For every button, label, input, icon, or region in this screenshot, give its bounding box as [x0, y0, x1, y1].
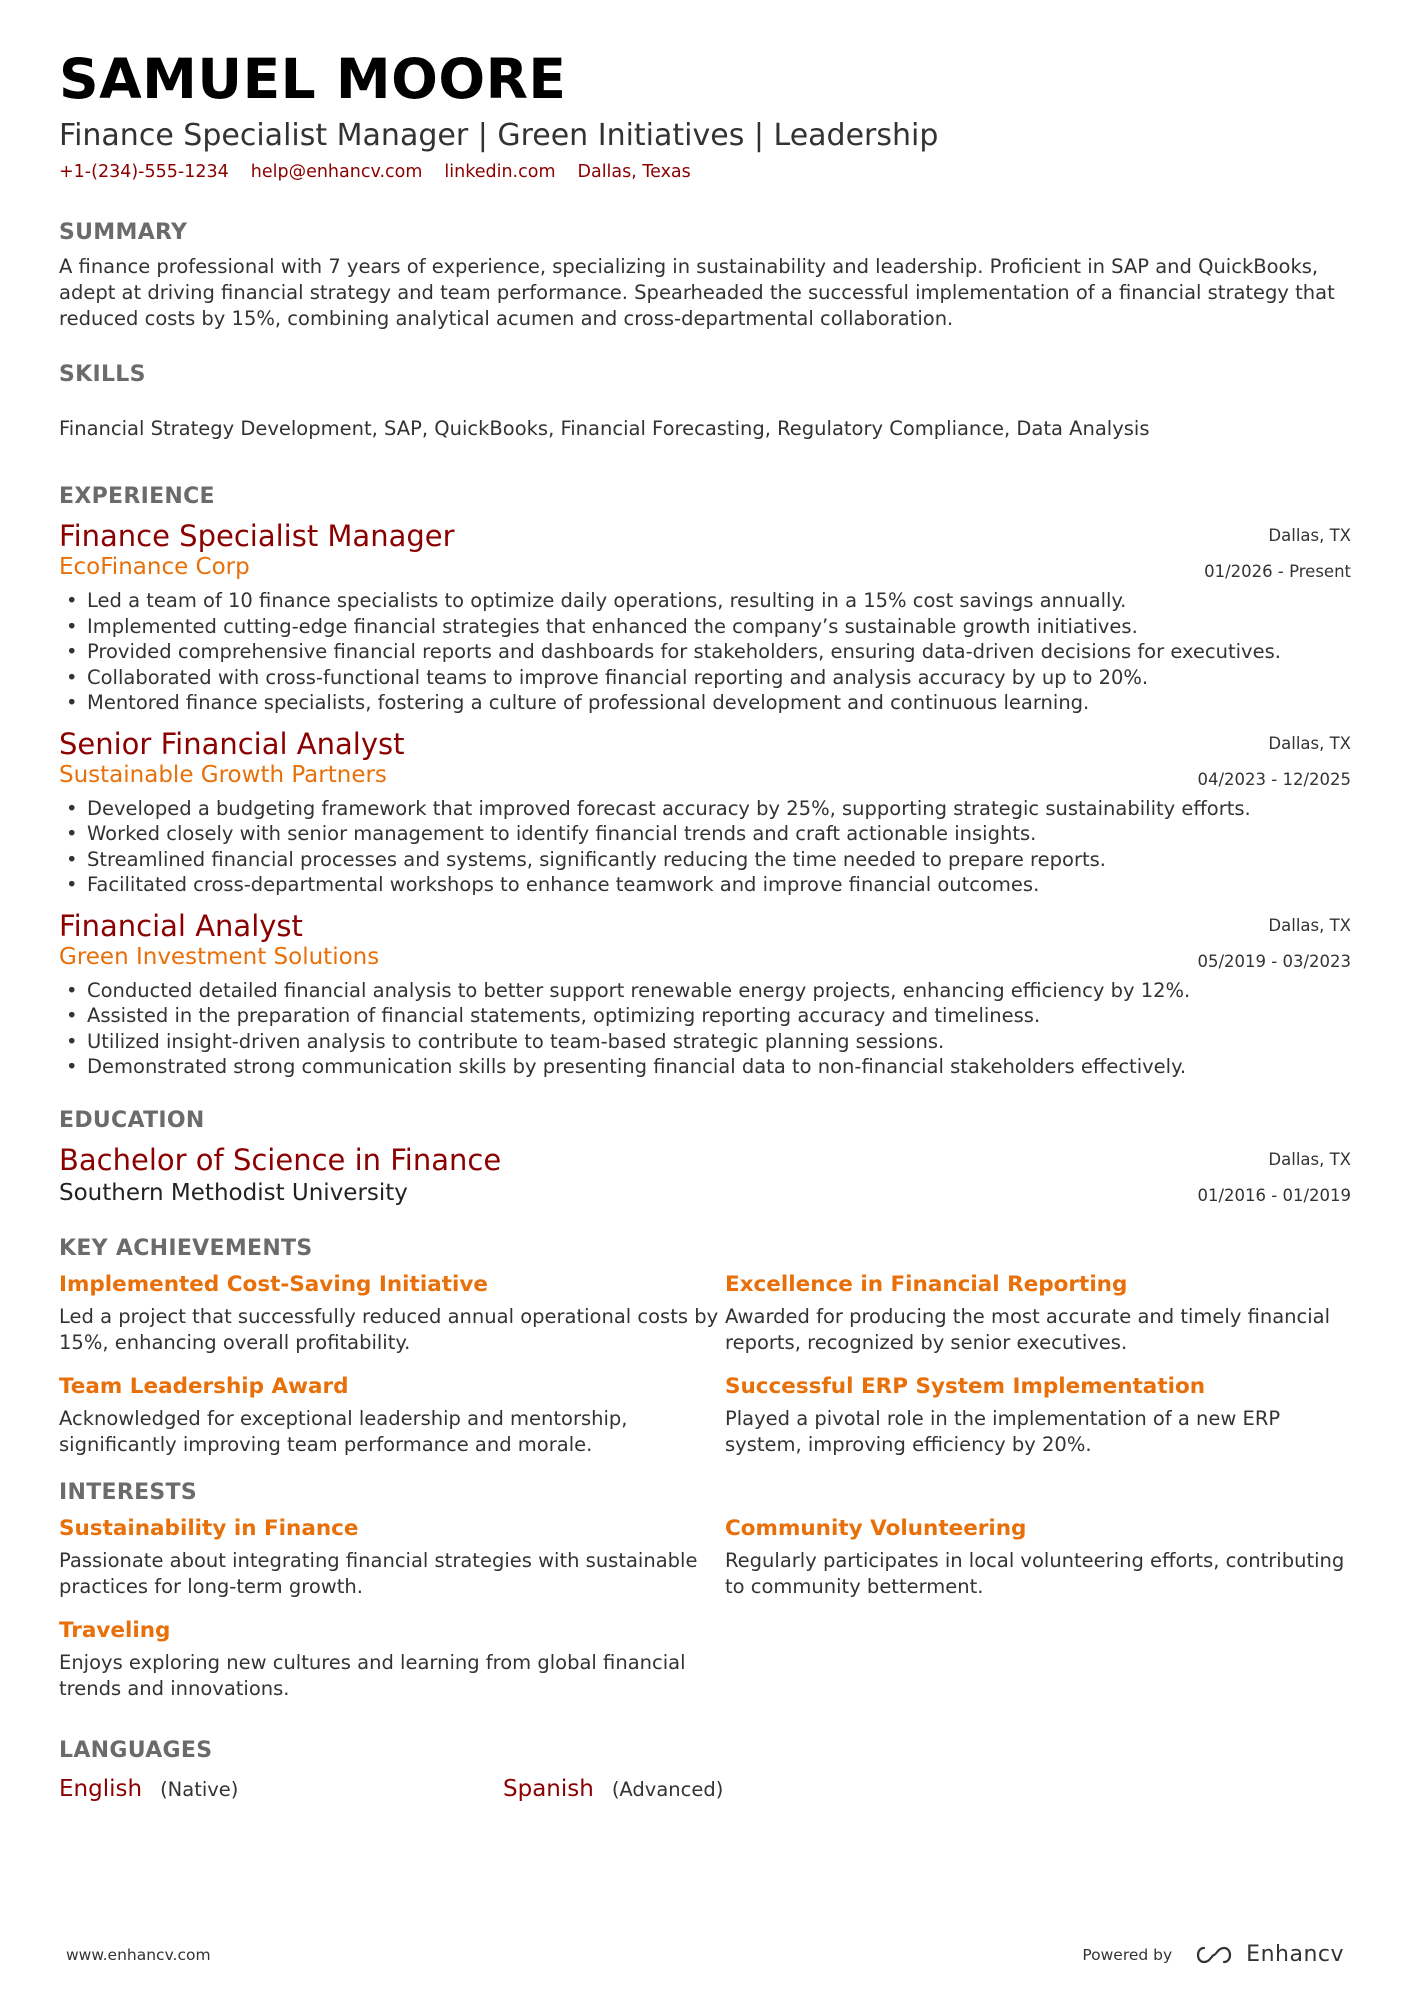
bullet-item: • Utilized insight-driven analysis to contribute to team-based strategic planning sessions. [59, 1029, 1351, 1055]
contact-linkedin[interactable]: linkedin.com [444, 162, 556, 182]
bullet-item: • Conducted detailed financial analysis to better support renewable energy projects, enhancing efficiency by 12%. [59, 978, 1351, 1004]
language-name: Spanish [503, 1775, 594, 1802]
skills-text: Financial Strategy Development, SAP, QuickBooks, Financial Forecasting, Regulatory Compliance, Data Analysis [59, 417, 1150, 440]
brand-name: Enhancv [1246, 1942, 1344, 1967]
achievement-title: Team Leadership Award [59, 1373, 349, 1399]
interest-title: Traveling [59, 1617, 171, 1643]
interests-section [59, 1478, 1351, 1718]
interest-desc: Enjoys exploring new cultures and learning from global financial trends and innovations. [59, 1650, 686, 1700]
job-location: Dallas, TX [1268, 526, 1351, 545]
achievement-desc: Acknowledged for exceptional leadership and mentorship, significantly improving team performance and morale. [59, 1406, 628, 1456]
page-footer [66, 1942, 1344, 1967]
achievement-title: Excellence in Financial Reporting [725, 1271, 1128, 1297]
achievement-item [725, 1270, 1357, 1356]
contact-location: Dallas, Texas [577, 162, 691, 182]
bullet-item: • Implemented cutting-edge financial strategies that enhanced the company’s sustainable growth initiatives. [59, 614, 1351, 640]
job-location: Dallas, TX [1268, 733, 1351, 753]
interest-title: Sustainability in Finance [59, 1515, 359, 1541]
language-level: (Advanced) [611, 1777, 724, 1801]
achievement-desc: Awarded for producing the most accurate and timely financial reports, recognized by senior executives. [725, 1304, 1331, 1354]
job-meta [1204, 518, 1351, 590]
interest-desc: Regularly participates in local volunteering efforts, contributing to community betterment. [725, 1548, 1345, 1598]
interest-item [725, 1514, 1357, 1600]
job-dates: 04/2023 - 12/2025 [1197, 769, 1351, 789]
bullet-item: • Provided comprehensive financial reports and dashboards for stakeholders, ensuring data-driven decisions for executives. [59, 639, 1351, 665]
interest-desc: Passionate about integrating financial strategies with sustainable practices for long-term growth. [59, 1548, 698, 1598]
achievement-desc: Played a pivotal role in the implementation of a new ERP system, improving efficiency by 20%. [725, 1406, 1281, 1456]
powered-by [1082, 1942, 1344, 1967]
achievements-section [59, 1234, 1351, 1474]
resume-header [59, 48, 1351, 184]
contact-email[interactable]: help@enhancv.com [250, 162, 423, 182]
contact-info [59, 160, 1351, 184]
section-title-experience: EXPERIENCE [59, 484, 215, 509]
achievement-desc: Led a project that successfully reduced annual operational costs by 15%, enhancing overall profitability. [59, 1304, 719, 1354]
section-title-achievements: KEY ACHIEVEMENTS [59, 1235, 313, 1261]
section-title-summary: SUMMARY [59, 220, 188, 245]
section-title-education: EDUCATION [59, 1107, 205, 1133]
interest-title: Community Volunteering [725, 1515, 1027, 1541]
language-item [59, 1776, 503, 1802]
section-title-interests: INTERESTS [59, 1479, 197, 1505]
bullet-item: • Mentored finance specialists, fostering a culture of professional development and continuous learning. [59, 690, 1351, 716]
achievements-grid [59, 1270, 1351, 1474]
experience-entry [59, 908, 1351, 1080]
company-name: EcoFinance Corp [59, 554, 250, 580]
languages-list [59, 1776, 1351, 1802]
enhancv-logo-icon [1192, 1944, 1236, 1966]
achievement-title: Successful ERP System Implementation [725, 1373, 1206, 1399]
bullet-item: • Demonstrated strong communication skills by presenting financial data to non-financial stakeholders effectively. [59, 1054, 1351, 1080]
job-bullets [59, 978, 1351, 1080]
job-dates: 01/2026 - Present [1204, 562, 1351, 581]
achievement-item [59, 1372, 725, 1458]
experience-entry [59, 726, 1351, 898]
job-title: Senior Financial Analyst [59, 726, 405, 761]
education-location: Dallas, TX [1268, 1149, 1351, 1169]
education-meta [1197, 1142, 1351, 1214]
interest-item [59, 1514, 725, 1600]
interests-grid [59, 1514, 1351, 1718]
brand-logo[interactable] [1192, 1942, 1344, 1967]
job-location: Dallas, TX [1268, 915, 1351, 935]
company-name: Sustainable Growth Partners [59, 761, 387, 788]
candidate-name: SAMUEL MOORE [59, 47, 567, 111]
bullet-item: • Streamlined financial processes and systems, significantly reducing the time needed to prepare reports. [59, 847, 1351, 873]
education-section [59, 1106, 1351, 1208]
candidate-headline: Finance Specialist Manager | Green Initiatives | Leadership [59, 118, 939, 153]
summary-section [59, 218, 1351, 332]
language-level: (Native) [160, 1777, 239, 1801]
bullet-item: • Assisted in the preparation of financial statements, optimizing reporting accuracy and timeliness. [59, 1003, 1351, 1029]
job-title: Financial Analyst [59, 908, 303, 943]
education-entry [59, 1142, 1351, 1208]
interest-item [59, 1616, 725, 1702]
job-title: Finance Specialist Manager [59, 519, 455, 553]
school-name: Southern Methodist University [59, 1179, 408, 1206]
section-title-skills: SKILLS [59, 362, 146, 387]
bullet-item: • Worked closely with senior management to identify financial trends and craft actionable insights. [59, 821, 1351, 847]
degree-name: Bachelor of Science in Finance [59, 1142, 502, 1177]
bullet-item: • Led a team of 10 finance specialists to optimize daily operations, resulting in a 15% cost savings annually. [59, 588, 1351, 614]
bullet-item: • Developed a budgeting framework that improved forecast accuracy by 25%, supporting strategic sustainability efforts. [59, 796, 1351, 822]
language-name: English [59, 1775, 143, 1802]
job-bullets [59, 796, 1351, 898]
languages-section [59, 1736, 1351, 1802]
experience-entry [59, 518, 1351, 716]
job-bullets [59, 588, 1351, 716]
contact-phone[interactable]: +1-(234)-555-1234 [59, 162, 229, 182]
company-name: Green Investment Solutions [59, 943, 380, 970]
achievement-item [59, 1270, 725, 1356]
job-dates: 05/2019 - 03/2023 [1197, 951, 1351, 971]
bullet-item: • Collaborated with cross-functional teams to improve financial reporting and analysis accuracy by up to 20%. [59, 665, 1351, 691]
education-dates: 01/2016 - 01/2019 [1197, 1185, 1351, 1205]
job-meta [1197, 726, 1351, 798]
achievement-item [725, 1372, 1357, 1458]
achievement-title: Implemented Cost-Saving Initiative [59, 1271, 488, 1297]
language-item [503, 1776, 947, 1802]
bullet-item: • Facilitated cross-departmental workshops to enhance teamwork and improve financial outcomes. [59, 872, 1351, 898]
skills-section [59, 360, 1351, 442]
job-meta [1197, 908, 1351, 980]
experience-section [59, 482, 1351, 1080]
summary-text: A finance professional with 7 years of experience, specializing in sustainability and leadership. Proficient in SAP and QuickBooks, adept at driving financial strategy and team performance. Spearheaded the successful implementation of a financial strategy that reduced costs by 15%, combining analytical acumen and cross-departmental collaboration. [59, 255, 1335, 330]
powered-by-label: Powered by [1082, 1945, 1173, 1964]
section-title-languages: LANGUAGES [59, 1737, 213, 1763]
footer-website[interactable]: www.enhancv.com [66, 1945, 211, 1964]
